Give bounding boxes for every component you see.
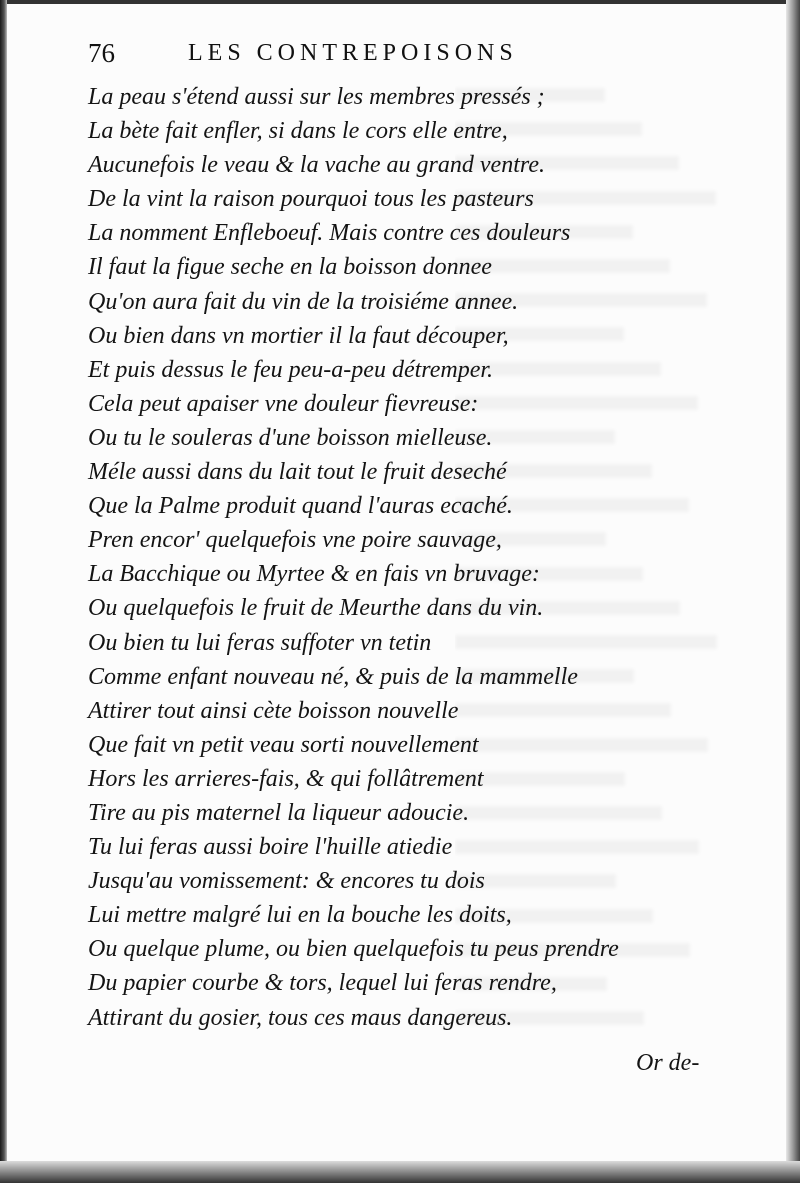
verse-line: Pren encor' quelquefois vne poire sauvage, — [88, 527, 502, 554]
verse-line: Attirant du gosier, tous ces maus dangereus. — [88, 1004, 513, 1031]
verse-line: Aucunefois le veau & la vache au grand ventre. — [88, 152, 545, 179]
scan-edge-bottom — [0, 1161, 800, 1183]
verse-line: Que la Palme produit quand l'auras ecaché. — [88, 493, 513, 520]
verse-line: Ou quelque plume, ou bien quelquefois tu peus prendre — [88, 936, 619, 963]
verse-line: La peau s'étend aussi sur les membres pressés ; — [88, 84, 545, 110]
verse-line: Du papier courbe & tors, lequel lui feras rendre, — [88, 970, 557, 997]
verse-line: Ou quelquefois le fruit de Meurthe dans du vin. — [88, 595, 544, 622]
verse-line: Comme enfant nouveau né, & puis de la mammelle — [88, 663, 578, 690]
running-title: LES CONTREPOISONS — [188, 40, 518, 66]
scan-edge-right — [786, 0, 800, 1183]
verse-line: Tu lui feras aussi boire l'huille atiedie — [88, 834, 453, 861]
verse-line: Ou bien dans vn mortier il la faut découper, — [88, 322, 509, 349]
verse-line: Et puis dessus le feu peu-a-peu détremper. — [88, 356, 494, 383]
verse-line: Qu'on aura fait du vin de la troisiéme annee. — [88, 288, 519, 315]
verse-line: Que fait vn petit veau sorti nouvellement — [88, 731, 479, 758]
verse-line: Tire au pis maternel la liqueur adoucie. — [88, 799, 470, 826]
scan-edge-left — [0, 0, 7, 1183]
verse-line: Attirer tout ainsi cète boisson nouvelle — [88, 697, 459, 724]
verse-block — [88, 80, 728, 1035]
page-header — [88, 38, 688, 78]
verse-line: Jusqu'au vomissement: & encores tu dois — [88, 868, 485, 895]
verse-line: Il faut la figue seche en la boisson donnee — [88, 254, 492, 281]
verse-line: Lui mettre malgré lui en la bouche les doits, — [88, 902, 512, 929]
verse-line: La bète fait enfler, si dans le cors elle entre, — [88, 118, 508, 145]
verse-line: Hors les arrieres-fais, & qui follâtrement — [88, 765, 484, 792]
verse-line: La nomment Enfleboeuf. Mais contre ces douleurs — [88, 220, 571, 247]
scan-edge-top — [0, 0, 800, 4]
catchword: Or de- — [636, 1050, 700, 1076]
verse-line: La Bacchique ou Myrtee & en fais vn bruvage: — [88, 561, 540, 588]
verse-line: Méle aussi dans du lait tout le fruit deseché — [88, 459, 507, 486]
verse-line: De la vint la raison pourquoi tous les pasteurs — [88, 186, 534, 213]
page-number: 76 — [88, 38, 115, 68]
verse-line: Ou tu le souleras d'une boisson mielleuse. — [88, 424, 493, 451]
verse-line: Ou bien tu lui feras suffoter vn tetin — [88, 629, 432, 656]
verse-line: Cela peut apaiser vne douleur fievreuse: — [88, 390, 479, 417]
